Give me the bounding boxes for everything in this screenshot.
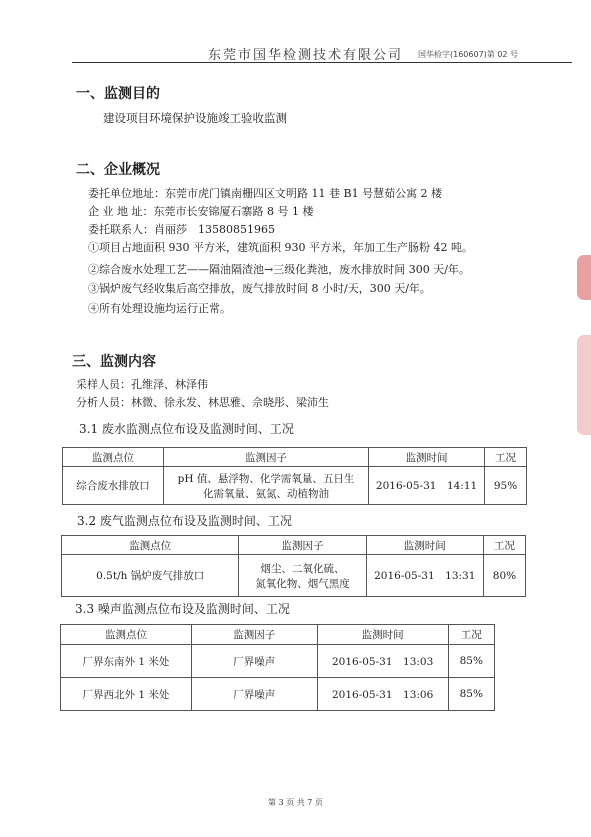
wastewater-table: [62, 447, 527, 505]
header-divider: [72, 62, 572, 63]
factor-cell: [239, 555, 366, 597]
factor-line-1: 烟尘、二氧化硫、: [260, 562, 345, 575]
factor-cell: 厂界噪声: [191, 678, 317, 711]
table-3-title: 3.3 噪声监测点位布设及监测时间、工况: [75, 602, 290, 616]
overview-item-2: ②综合废水处理工艺——隔油隔渣池→三级化粪池，废水排放时间 300 天/年。: [88, 263, 470, 276]
condition-cell: 85%: [448, 645, 494, 678]
table-row: [61, 645, 495, 678]
table-1-title: 3.1 废水监测点位布设及监测时间、工况: [79, 422, 294, 436]
table-row: [62, 555, 526, 597]
factor-cell: [164, 467, 369, 505]
section-1-title: 一、监测目的: [76, 86, 160, 102]
point-cell: 0.5t/h 锅炉废气排放口: [62, 555, 239, 597]
col-time: 监测时间: [317, 625, 448, 645]
factor-line-1: pH 值、悬浮物、化学需氧量、五日生: [177, 472, 355, 485]
col-factor: 监测因子: [164, 448, 369, 467]
col-point: 监测点位: [62, 536, 239, 555]
condition-cell: 85%: [448, 678, 494, 711]
col-condition: 工况: [483, 536, 525, 555]
factor-cell: 厂界噪声: [191, 645, 317, 678]
company-address: 企 业 地 址：东莞市长安锦厦石寨路 8 号 1 楼: [88, 205, 314, 218]
point-cell: 厂界东南外 1 米处: [61, 645, 192, 678]
col-point: 监测点位: [63, 448, 164, 467]
overview-item-1: ①项目占地面积 930 平方米，建筑面积 930 平方米，年加工生产肠粉 42 吨。: [88, 241, 473, 254]
col-condition: 工况: [448, 625, 494, 645]
stamp-mark-middle: [577, 335, 591, 435]
table-row: [63, 467, 527, 505]
col-point: 监测点位: [61, 625, 192, 645]
company-name: 东莞市国华检测技术有限公司: [208, 48, 404, 63]
section-2-title: 二、企业概况: [76, 162, 160, 178]
point-cell: 综合废水排放口: [63, 467, 164, 505]
time-cell: 2016-05-31 13:03: [317, 645, 448, 678]
col-factor: 监测因子: [191, 625, 317, 645]
condition-cell: 95%: [485, 467, 527, 505]
col-time: 监测时间: [366, 536, 483, 555]
noise-table: [60, 624, 495, 711]
overview-item-4: ④所有处理设施均运行正常。: [88, 302, 231, 315]
sampler-list: 采样人员：孔维泽、林泽伟: [76, 378, 208, 391]
overview-item-3: ③锅炉废气经收集后高空排放，废气排放时间 8 小时/天，300 天/年。: [88, 282, 431, 295]
client-address: 委托单位地址：东莞市虎门镇南栅四区文明路 11 巷 B1 号慧茹公寓 2 楼: [88, 187, 443, 200]
exhaust-table: [61, 535, 526, 597]
analyst-list: 分析人员：林微、徐永发、林思雅、佘晓彤、梁沛生: [76, 396, 329, 409]
time-cell: 2016-05-31 13:06: [317, 678, 448, 711]
factor-line-2: 氮氧化物、烟气黑度: [255, 577, 350, 590]
contact-person: 委托联系人：肖丽莎 13580851965: [88, 223, 275, 236]
time-cell: 2016-05-31 14:11: [369, 467, 485, 505]
time-cell: 2016-05-31 13:31: [366, 555, 483, 597]
factor-line-2: 化需氧量、氨氮、动植物油: [203, 487, 330, 500]
col-time: 监测时间: [369, 448, 485, 467]
table-row: [61, 678, 495, 711]
section-3-title: 三、监测内容: [72, 354, 156, 370]
stamp-mark-top: [577, 255, 591, 300]
condition-cell: 80%: [483, 555, 525, 597]
point-cell: 厂界西北外 1 米处: [61, 678, 192, 711]
col-factor: 监测因子: [239, 536, 366, 555]
col-condition: 工况: [485, 448, 527, 467]
section-1-text: 建设项目环境保护设施竣工验收监测: [103, 111, 287, 125]
report-number: 国华检字(160607)第 02 号: [418, 50, 519, 59]
page-number: 第 3 页 共 7 页: [268, 798, 323, 807]
table-2-title: 3.2 废气监测点位布设及监测时间、工况: [77, 514, 292, 528]
